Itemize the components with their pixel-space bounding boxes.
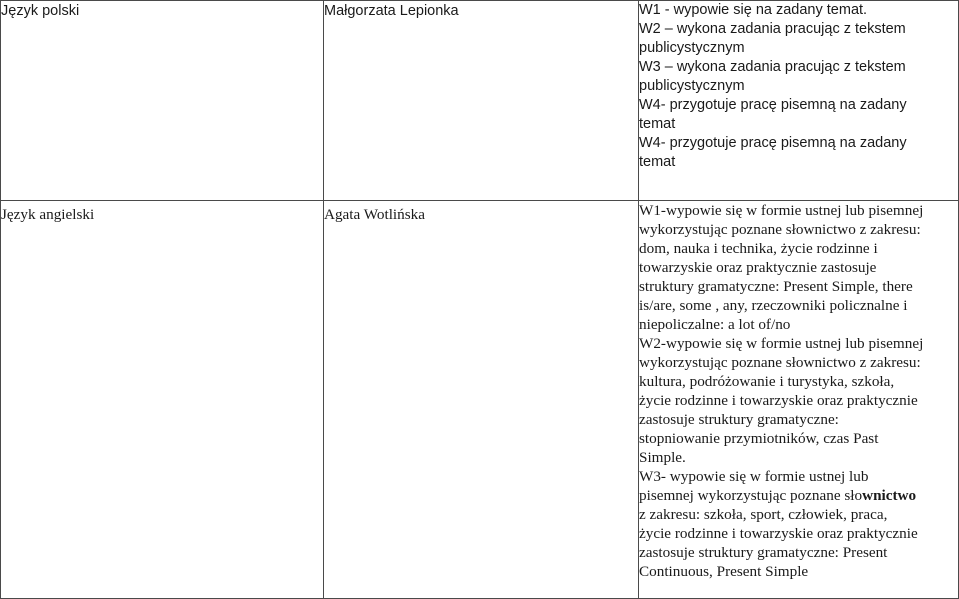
bold-fragment: wnictwo [862, 487, 917, 504]
subject-cell [1, 1, 324, 201]
outcome-line: wykorzystując poznane słownictwo z zakresu: [639, 221, 921, 238]
outcome-line: struktury gramatyczne: Present Simple, there [639, 278, 913, 295]
outcome-line: W4- przygotuje pracę pisemną na zadany [639, 97, 907, 113]
outcome-line: zastosuje struktury gramatyczne: [639, 411, 839, 428]
outcome-line: pisemnej wykorzystując poznane słownictwo [639, 487, 917, 504]
outcome-line: stopniowanie przymiotników, czas Past [639, 430, 879, 447]
subject-cell [1, 201, 324, 599]
outcome-line: W3 – wykona zadania pracując z tekstem [639, 59, 906, 75]
outcome-line: W4- przygotuje pracę pisemną na zadany [639, 135, 907, 151]
outcome-line: Continuous, Present Simple [639, 563, 809, 580]
teacher-cell [324, 201, 639, 599]
outcome-line: zastosuje struktury gramatyczne: Present [639, 544, 888, 561]
outcome-line: W1 - wypowie się na zadany temat. [639, 2, 868, 18]
outcome-line: publicystycznym [639, 40, 745, 56]
outcome-line: z zakresu: szkoła, sport, człowiek, praca, [639, 506, 888, 523]
outcomes-list [639, 1, 958, 172]
outcome-line: is/are, some , any, rzeczowniki policznalne i [639, 297, 908, 314]
outcome-line: wykorzystując poznane słownictwo z zakresu: [639, 354, 921, 371]
outcomes-cell [639, 1, 959, 201]
outcomes-list [639, 201, 958, 581]
outcome-line: życie rodzinne i towarzyskie oraz praktycznie [639, 392, 918, 409]
outcome-line: dom, nauka i technika, życie rodzinne i [639, 240, 878, 257]
subject-name: Język angielski [1, 206, 95, 223]
outcome-line: kultura, podróżowanie i turystyka, szkoła, [639, 373, 895, 390]
table-row-polish [1, 1, 959, 201]
teacher-name: Agata Wotlińska [324, 206, 425, 223]
outcome-line: W2-wypowie się w formie ustnej lub pisemnej [639, 335, 924, 352]
outcome-line: temat [639, 154, 676, 170]
subject-name: Język polski [1, 3, 80, 19]
outcome-line: niepoliczalne: a lot of/no [639, 316, 791, 333]
teacher-name: Małgorzata Lepionka [324, 3, 459, 19]
outcome-line: temat [639, 116, 676, 132]
teacher-cell [324, 1, 639, 201]
outcome-line: W3- wypowie się w formie ustnej lub [639, 468, 869, 485]
outcome-line: publicystycznym [639, 78, 745, 94]
table-row-english [1, 201, 959, 599]
outcomes-cell [639, 201, 959, 599]
outcome-line: Simple. [639, 449, 686, 466]
outcome-line: towarzyskie oraz praktycznie zastosuje [639, 259, 877, 276]
outcome-line: W1-wypowie się w formie ustnej lub pisemnej [639, 202, 924, 219]
outcome-line: W2 – wykona zadania pracując z tekstem [639, 21, 906, 37]
outcome-line: życie rodzinne i towarzyskie oraz praktycznie [639, 525, 918, 542]
